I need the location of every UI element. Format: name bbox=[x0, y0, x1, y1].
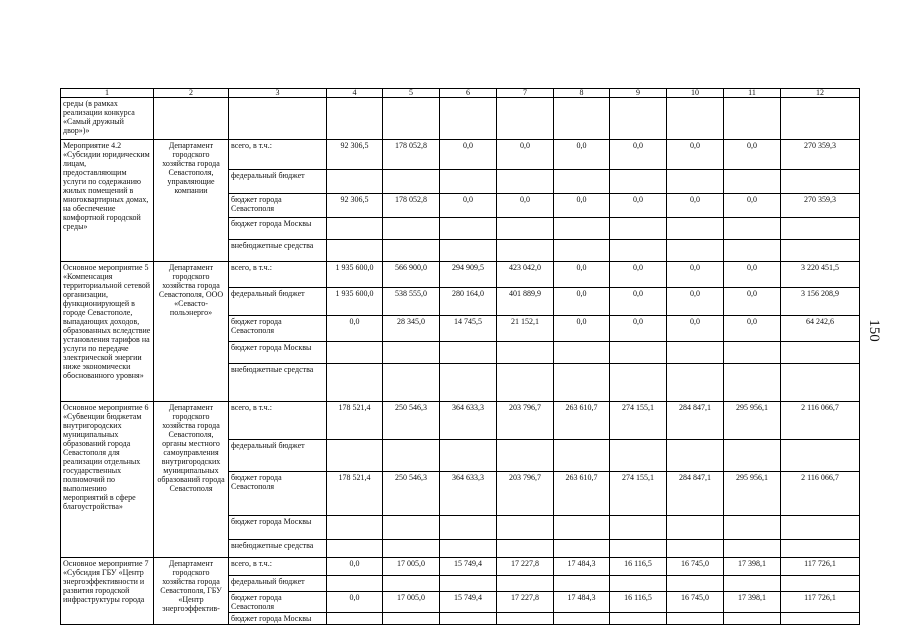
amount-cell bbox=[327, 516, 383, 540]
amount-cell bbox=[724, 342, 781, 364]
funding-source: бюджет города Москвы bbox=[229, 218, 327, 240]
col-header: 1 bbox=[61, 89, 154, 98]
amount-cell: 0,0 bbox=[667, 288, 724, 316]
col-header: 4 bbox=[327, 89, 383, 98]
activity-name: среды (в рамках реализации конкурса «Самый дружный двор»)» bbox=[61, 98, 154, 140]
amount-cell bbox=[610, 240, 667, 262]
amount-cell: 274 155,1 bbox=[610, 472, 667, 516]
amount-cell bbox=[383, 576, 440, 592]
amount-cell: 263 610,7 bbox=[554, 402, 610, 440]
responsible-org: Департамент городского хозяйства города Севастополя, управляющие компании bbox=[154, 140, 229, 262]
amount-cell: 17 484,3 bbox=[554, 558, 610, 576]
funding-source: федеральный бюджет bbox=[229, 170, 327, 194]
amount-cell: 274 155,1 bbox=[610, 402, 667, 440]
amount-cell bbox=[610, 540, 667, 558]
amount-cell bbox=[724, 516, 781, 540]
amount-cell bbox=[554, 364, 610, 402]
amount-cell bbox=[440, 170, 497, 194]
amount-cell: 538 555,0 bbox=[383, 288, 440, 316]
amount-cell bbox=[781, 240, 860, 262]
amount-cell: 284 847,1 bbox=[667, 472, 724, 516]
amount-cell bbox=[724, 170, 781, 194]
amount-cell: 0,0 bbox=[610, 316, 667, 342]
amount-cell: 0,0 bbox=[327, 558, 383, 576]
amount-cell bbox=[554, 576, 610, 592]
amount-cell: 0,0 bbox=[554, 316, 610, 342]
amount-cell: 0,0 bbox=[327, 592, 383, 613]
amount-cell: 284 847,1 bbox=[667, 402, 724, 440]
amount-cell: 64 242,6 bbox=[781, 316, 860, 342]
amount-cell bbox=[610, 516, 667, 540]
table-row bbox=[61, 402, 860, 440]
col-header: 8 bbox=[554, 89, 610, 98]
amount-cell bbox=[724, 98, 781, 140]
amount-cell bbox=[440, 613, 497, 625]
amount-cell: 295 956,1 bbox=[724, 402, 781, 440]
amount-cell: 295 956,1 bbox=[724, 472, 781, 516]
amount-cell: 28 345,0 bbox=[383, 316, 440, 342]
amount-cell bbox=[724, 440, 781, 472]
amount-cell: 250 546,3 bbox=[383, 472, 440, 516]
amount-cell: 2 116 066,7 bbox=[781, 402, 860, 440]
amount-cell: 270 359,3 bbox=[781, 140, 860, 170]
amount-cell: 0,0 bbox=[667, 194, 724, 218]
amount-cell bbox=[724, 240, 781, 262]
amount-cell bbox=[554, 516, 610, 540]
amount-cell bbox=[554, 613, 610, 625]
amount-cell bbox=[554, 540, 610, 558]
col-header: 6 bbox=[440, 89, 497, 98]
amount-cell bbox=[327, 364, 383, 402]
amount-cell bbox=[327, 342, 383, 364]
funding-source bbox=[229, 98, 327, 140]
amount-cell bbox=[440, 364, 497, 402]
amount-cell bbox=[327, 98, 383, 140]
table-row bbox=[61, 262, 860, 288]
amount-cell bbox=[554, 240, 610, 262]
budget-table bbox=[60, 88, 860, 625]
funding-source: бюджет города Москвы bbox=[229, 342, 327, 364]
amount-cell bbox=[554, 98, 610, 140]
amount-cell: 1 935 600,0 bbox=[327, 288, 383, 316]
page-number: 150 bbox=[865, 319, 882, 342]
amount-cell: 280 164,0 bbox=[440, 288, 497, 316]
amount-cell: 250 546,3 bbox=[383, 402, 440, 440]
amount-cell: 0,0 bbox=[724, 140, 781, 170]
amount-cell bbox=[383, 170, 440, 194]
amount-cell: 0,0 bbox=[667, 262, 724, 288]
amount-cell bbox=[497, 613, 554, 625]
amount-cell: 16 745,0 bbox=[667, 592, 724, 613]
amount-cell bbox=[497, 540, 554, 558]
funding-source: внебюджетные средства bbox=[229, 540, 327, 558]
amount-cell bbox=[781, 342, 860, 364]
col-header: 7 bbox=[497, 89, 554, 98]
amount-cell bbox=[610, 364, 667, 402]
amount-cell: 3 220 451,5 bbox=[781, 262, 860, 288]
funding-source: бюджет города Севастополя bbox=[229, 592, 327, 613]
funding-source: федеральный бюджет bbox=[229, 288, 327, 316]
amount-cell: 0,0 bbox=[554, 194, 610, 218]
amount-cell: 15 749,4 bbox=[440, 558, 497, 576]
amount-cell bbox=[497, 516, 554, 540]
amount-cell: 1 935 600,0 bbox=[327, 262, 383, 288]
amount-cell bbox=[610, 170, 667, 194]
amount-cell bbox=[667, 613, 724, 625]
activity-name: Мероприятие 4.2 «Субсидии юридическим лицам, предоставляющим услуги по содержанию жилых помещений в многоквартирных домах, на обеспечение комфортной городской среды» bbox=[61, 140, 154, 262]
amount-cell bbox=[497, 170, 554, 194]
amount-cell bbox=[610, 218, 667, 240]
amount-cell: 566 900,0 bbox=[383, 262, 440, 288]
amount-cell bbox=[383, 440, 440, 472]
funding-source: федеральный бюджет bbox=[229, 576, 327, 592]
amount-cell bbox=[383, 613, 440, 625]
amount-cell bbox=[667, 342, 724, 364]
amount-cell bbox=[610, 342, 667, 364]
amount-cell bbox=[327, 170, 383, 194]
amount-cell bbox=[440, 342, 497, 364]
amount-cell bbox=[383, 240, 440, 262]
amount-cell: 0,0 bbox=[497, 194, 554, 218]
amount-cell bbox=[497, 364, 554, 402]
amount-cell: 263 610,7 bbox=[554, 472, 610, 516]
amount-cell bbox=[667, 98, 724, 140]
funding-source: всего, в т.ч.: bbox=[229, 262, 327, 288]
amount-cell bbox=[383, 364, 440, 402]
funding-source: бюджет города Москвы bbox=[229, 516, 327, 540]
amount-cell: 16 116,5 bbox=[610, 592, 667, 613]
amount-cell bbox=[440, 540, 497, 558]
amount-cell: 0,0 bbox=[610, 194, 667, 218]
activity-name: Основное мероприятие 6 «Субвенции бюджетам внутригородских муниципальных образований города Севастополя для реализации отдельных государственных полномочий по выполнению мероприятий в сфере благоустройства» bbox=[61, 402, 154, 558]
amount-cell: 0,0 bbox=[440, 140, 497, 170]
amount-cell: 17 005,0 bbox=[383, 592, 440, 613]
amount-cell: 17 398,1 bbox=[724, 558, 781, 576]
amount-cell bbox=[383, 98, 440, 140]
amount-cell: 3 156 208,9 bbox=[781, 288, 860, 316]
amount-cell bbox=[497, 576, 554, 592]
amount-cell bbox=[383, 540, 440, 558]
amount-cell bbox=[667, 516, 724, 540]
header-row bbox=[61, 89, 860, 98]
col-header: 11 bbox=[724, 89, 781, 98]
amount-cell bbox=[440, 240, 497, 262]
funding-source: бюджет города Севастополя bbox=[229, 472, 327, 516]
amount-cell: 178 052,8 bbox=[383, 140, 440, 170]
funding-source: внебюджетные средства bbox=[229, 364, 327, 402]
amount-cell bbox=[724, 218, 781, 240]
amount-cell: 17 227,8 bbox=[497, 592, 554, 613]
responsible-org bbox=[154, 98, 229, 140]
amount-cell: 0,0 bbox=[667, 140, 724, 170]
amount-cell bbox=[327, 540, 383, 558]
amount-cell bbox=[781, 613, 860, 625]
amount-cell: 364 633,3 bbox=[440, 472, 497, 516]
amount-cell bbox=[724, 364, 781, 402]
table-row bbox=[61, 98, 860, 140]
col-header: 3 bbox=[229, 89, 327, 98]
table-row bbox=[61, 558, 860, 576]
col-header: 5 bbox=[383, 89, 440, 98]
amount-cell: 364 633,3 bbox=[440, 402, 497, 440]
amount-cell bbox=[667, 440, 724, 472]
amount-cell: 423 042,0 bbox=[497, 262, 554, 288]
funding-source: всего, в т.ч.: bbox=[229, 558, 327, 576]
amount-cell bbox=[781, 98, 860, 140]
amount-cell bbox=[724, 540, 781, 558]
amount-cell: 178 052,8 bbox=[383, 194, 440, 218]
amount-cell bbox=[554, 440, 610, 472]
amount-cell: 0,0 bbox=[610, 288, 667, 316]
amount-cell bbox=[327, 576, 383, 592]
amount-cell bbox=[440, 516, 497, 540]
amount-cell bbox=[781, 540, 860, 558]
table-row bbox=[61, 140, 860, 170]
amount-cell: 17 484,3 bbox=[554, 592, 610, 613]
amount-cell: 270 359,3 bbox=[781, 194, 860, 218]
amount-cell: 0,0 bbox=[610, 140, 667, 170]
col-header: 2 bbox=[154, 89, 229, 98]
amount-cell bbox=[781, 364, 860, 402]
funding-source: бюджет города Севастополя bbox=[229, 316, 327, 342]
amount-cell bbox=[497, 98, 554, 140]
amount-cell bbox=[667, 576, 724, 592]
amount-cell bbox=[667, 170, 724, 194]
amount-cell bbox=[497, 342, 554, 364]
amount-cell: 117 726,1 bbox=[781, 558, 860, 576]
amount-cell: 17 398,1 bbox=[724, 592, 781, 613]
col-header: 9 bbox=[610, 89, 667, 98]
amount-cell bbox=[440, 576, 497, 592]
responsible-org: Департамент городского хозяйства города Севастополя, ГБУ «Центр энергоэффектив- bbox=[154, 558, 229, 625]
funding-source: внебюджетные средства bbox=[229, 240, 327, 262]
amount-cell bbox=[667, 364, 724, 402]
activity-name: Основное мероприятие 7 «Субсидия ГБУ «Центр энергоэффективности и развития городской инфраструктуры города bbox=[61, 558, 154, 625]
amount-cell: 16 745,0 bbox=[667, 558, 724, 576]
amount-cell bbox=[781, 576, 860, 592]
amount-cell: 178 521,4 bbox=[327, 402, 383, 440]
amount-cell bbox=[383, 342, 440, 364]
amount-cell bbox=[383, 218, 440, 240]
amount-cell: 117 726,1 bbox=[781, 592, 860, 613]
funding-source: всего, в т.ч.: bbox=[229, 402, 327, 440]
amount-cell bbox=[781, 218, 860, 240]
amount-cell bbox=[440, 218, 497, 240]
amount-cell: 17 005,0 bbox=[383, 558, 440, 576]
amount-cell bbox=[667, 218, 724, 240]
amount-cell bbox=[781, 170, 860, 194]
amount-cell: 178 521,4 bbox=[327, 472, 383, 516]
amount-cell: 14 745,5 bbox=[440, 316, 497, 342]
amount-cell bbox=[440, 98, 497, 140]
responsible-org: Департамент городского хозяйства города Севастополя, ООО «Севасто-польэнерго» bbox=[154, 262, 229, 402]
amount-cell: 0,0 bbox=[440, 194, 497, 218]
funding-source: бюджет города Москвы bbox=[229, 613, 327, 625]
funding-source: бюджет города Севастополя bbox=[229, 194, 327, 218]
amount-cell: 203 796,7 bbox=[497, 472, 554, 516]
amount-cell bbox=[667, 240, 724, 262]
amount-cell: 16 116,5 bbox=[610, 558, 667, 576]
amount-cell bbox=[724, 576, 781, 592]
amount-cell bbox=[383, 516, 440, 540]
amount-cell bbox=[327, 240, 383, 262]
amount-cell bbox=[610, 98, 667, 140]
amount-cell bbox=[497, 240, 554, 262]
amount-cell bbox=[554, 218, 610, 240]
col-header: 12 bbox=[781, 89, 860, 98]
amount-cell: 0,0 bbox=[327, 316, 383, 342]
col-header: 10 bbox=[667, 89, 724, 98]
activity-name: Основное мероприятие 5 «Компенсация территориальной сетевой организации, функционирующей в городе Севастополе, выпадающих доходов, образованных вследствие установления тарифов на услуги по передаче электрической энергии ниже экономически обоснованного уровня» bbox=[61, 262, 154, 402]
amount-cell: 0,0 bbox=[724, 262, 781, 288]
amount-cell: 0,0 bbox=[724, 316, 781, 342]
amount-cell: 401 889,9 bbox=[497, 288, 554, 316]
amount-cell: 0,0 bbox=[554, 288, 610, 316]
amount-cell: 92 306,5 bbox=[327, 140, 383, 170]
amount-cell bbox=[497, 440, 554, 472]
amount-cell bbox=[667, 540, 724, 558]
amount-cell bbox=[724, 613, 781, 625]
amount-cell: 21 152,1 bbox=[497, 316, 554, 342]
amount-cell bbox=[327, 613, 383, 625]
amount-cell bbox=[440, 440, 497, 472]
amount-cell: 15 749,4 bbox=[440, 592, 497, 613]
amount-cell bbox=[497, 218, 554, 240]
amount-cell: 2 116 066,7 bbox=[781, 472, 860, 516]
amount-cell: 0,0 bbox=[554, 262, 610, 288]
amount-cell: 0,0 bbox=[667, 316, 724, 342]
amount-cell bbox=[610, 613, 667, 625]
amount-cell: 294 909,5 bbox=[440, 262, 497, 288]
amount-cell bbox=[610, 576, 667, 592]
amount-cell bbox=[610, 440, 667, 472]
amount-cell: 0,0 bbox=[497, 140, 554, 170]
amount-cell: 0,0 bbox=[724, 194, 781, 218]
amount-cell bbox=[781, 516, 860, 540]
amount-cell: 203 796,7 bbox=[497, 402, 554, 440]
amount-cell bbox=[327, 218, 383, 240]
amount-cell bbox=[554, 170, 610, 194]
amount-cell: 92 306,5 bbox=[327, 194, 383, 218]
amount-cell: 0,0 bbox=[554, 140, 610, 170]
amount-cell: 17 227,8 bbox=[497, 558, 554, 576]
amount-cell: 0,0 bbox=[724, 288, 781, 316]
amount-cell: 0,0 bbox=[610, 262, 667, 288]
amount-cell bbox=[327, 440, 383, 472]
funding-source: федеральный бюджет bbox=[229, 440, 327, 472]
responsible-org: Департамент городского хозяйства города Севастополя, органы местного самоуправления внутригородских муниципальных образований города Севастополя bbox=[154, 402, 229, 558]
amount-cell bbox=[554, 342, 610, 364]
funding-source: всего, в т.ч.: bbox=[229, 140, 327, 170]
amount-cell bbox=[781, 440, 860, 472]
